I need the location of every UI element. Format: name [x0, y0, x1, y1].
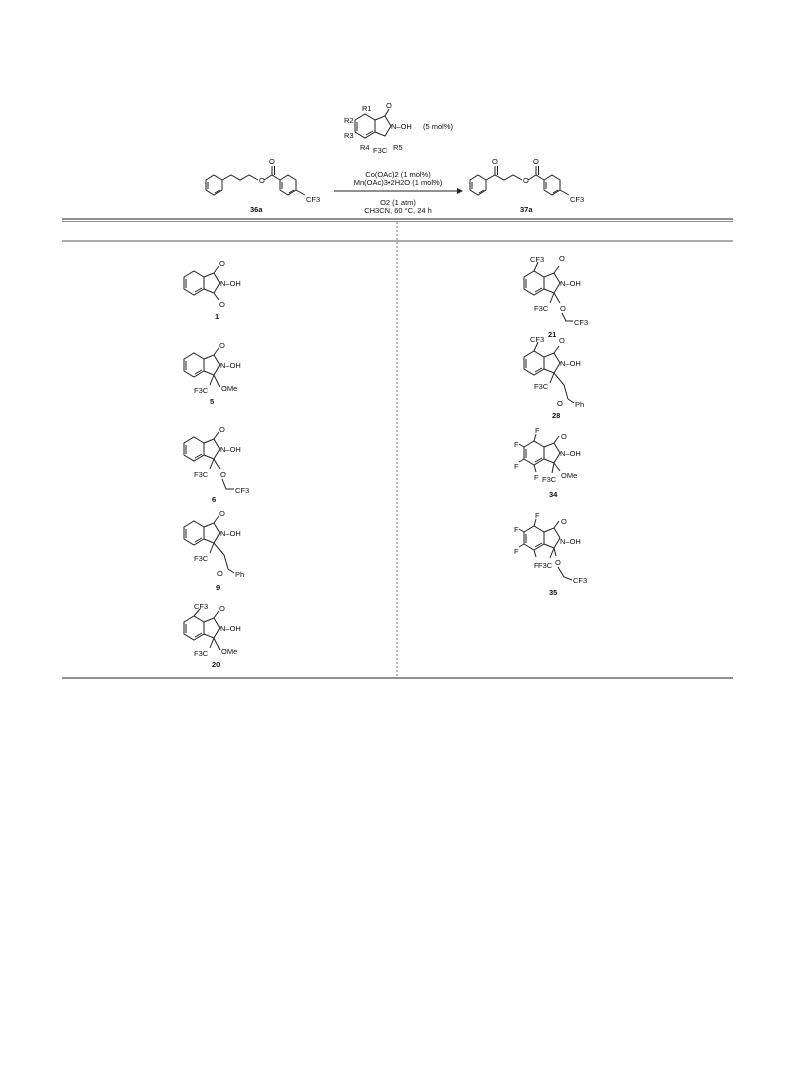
compound-label-35: 35	[549, 588, 558, 597]
compound-label-5: 5	[210, 397, 215, 406]
oxygen: O	[219, 425, 225, 434]
compound-35	[514, 511, 587, 597]
f3c: F3C	[538, 561, 553, 570]
oxygen: O	[219, 509, 225, 518]
ome: OMe	[221, 647, 238, 656]
n-oh: N–OH	[220, 361, 241, 370]
product-37a-structure	[470, 157, 584, 214]
compound-label-20: 20	[212, 660, 221, 669]
r2-label: R2	[344, 116, 354, 125]
cf3-group: CF3	[306, 195, 321, 204]
f3c-label: F3C	[373, 146, 388, 155]
compound-28	[524, 335, 584, 420]
compound-21	[524, 254, 588, 339]
n-oh: N–OH	[220, 279, 241, 288]
cf3: CF3	[573, 576, 588, 585]
fluorine-2: F	[514, 525, 519, 534]
ketone-oxygen: O	[217, 569, 223, 578]
cf3-aryl: CF3	[530, 335, 545, 344]
r4-label: R4	[360, 143, 370, 152]
n-oh: N–OH	[220, 529, 241, 538]
ether-oxygen: O	[220, 470, 226, 479]
n-oh: N–OH	[220, 624, 241, 633]
r3-label: R3	[344, 131, 354, 140]
cf3: CF3	[574, 318, 589, 327]
compound-label-21: 21	[548, 330, 557, 339]
carbonyl-oxygen: O	[533, 157, 539, 166]
fluorine-1: F	[535, 511, 540, 520]
n-oh: N–OH	[560, 279, 581, 288]
compound-label-36a: 36a	[250, 205, 263, 214]
oxygen-top: O	[219, 259, 225, 268]
compound-6	[184, 425, 249, 504]
oxygen: O	[219, 341, 225, 350]
compound-20	[184, 602, 241, 669]
ome: OMe	[221, 384, 238, 393]
compound-label-1: 1	[215, 312, 220, 321]
reaction-scheme	[206, 101, 584, 215]
oxygen: O	[386, 101, 392, 110]
ph: Ph	[575, 400, 585, 409]
fluorine-1: F	[535, 426, 540, 435]
condition-line-4: CH3CN, 60 °C, 24 h	[364, 206, 432, 215]
f3c: F3C	[194, 470, 209, 479]
cf3-group: CF3	[570, 195, 585, 204]
ether-oxygen: O	[560, 304, 566, 313]
catalyst-general-structure	[344, 101, 454, 155]
ether-oxygen: O	[555, 558, 561, 567]
f3c: F3C	[534, 382, 549, 391]
ph: Ph	[235, 570, 245, 579]
oxygen: O	[219, 604, 225, 613]
compound-label-34: 34	[549, 490, 558, 499]
fluorine-3: F	[514, 547, 519, 556]
oxygen: O	[561, 517, 567, 526]
n-oh: N–OH	[391, 122, 412, 131]
oxygen-bottom: O	[219, 300, 225, 309]
f3c: F3C	[542, 475, 557, 484]
substrate-36a-structure	[206, 157, 320, 214]
n-oh: N–OH	[560, 449, 581, 458]
cf3-aryl: CF3	[530, 255, 545, 264]
oxygen: O	[559, 336, 565, 345]
compound-9	[184, 509, 244, 592]
ester-oxygen: O	[259, 176, 265, 185]
cf3-aryl: CF3	[194, 602, 209, 611]
ome: OMe	[561, 471, 578, 480]
compound-label-37a: 37a	[520, 205, 533, 214]
fluorine-4: F	[534, 473, 539, 482]
f3c: F3C	[194, 554, 209, 563]
catalyst-loading: (5 mol%)	[423, 122, 454, 131]
cf3: CF3	[235, 486, 250, 495]
compound-label-9: 9	[216, 583, 221, 592]
r1-label: R1	[362, 104, 372, 113]
ketone-oxygen: O	[492, 157, 498, 166]
f3c: F3C	[534, 304, 549, 313]
table-rules	[62, 219, 733, 678]
oxygen: O	[561, 432, 567, 441]
condition-line-1: Co(OAc)2 (1 mol%)	[365, 170, 431, 179]
compound-34	[514, 426, 581, 499]
n-oh: N–OH	[220, 445, 241, 454]
fluorine-4: F	[534, 561, 539, 570]
compound-label-6: 6	[212, 495, 217, 504]
condition-line-3: O2 (1 atm)	[380, 198, 416, 207]
ketone-oxygen: O	[557, 399, 563, 408]
f3c: F3C	[194, 649, 209, 658]
compound-1	[184, 259, 241, 321]
condition-line-2: Mn(OAc)3•2H2O (1 mol%)	[353, 178, 443, 187]
compound-5	[184, 341, 241, 406]
oxygen: O	[559, 254, 565, 263]
f3c: F3C	[194, 386, 209, 395]
n-oh: N–OH	[560, 359, 581, 368]
n-oh: N–OH	[560, 537, 581, 546]
r5-label: R5	[393, 143, 403, 152]
compound-label-28: 28	[552, 411, 561, 420]
fluorine-2: F	[514, 440, 519, 449]
carbonyl-oxygen: O	[269, 157, 275, 166]
ester-oxygen: O	[523, 176, 529, 185]
fluorine-3: F	[514, 462, 519, 471]
